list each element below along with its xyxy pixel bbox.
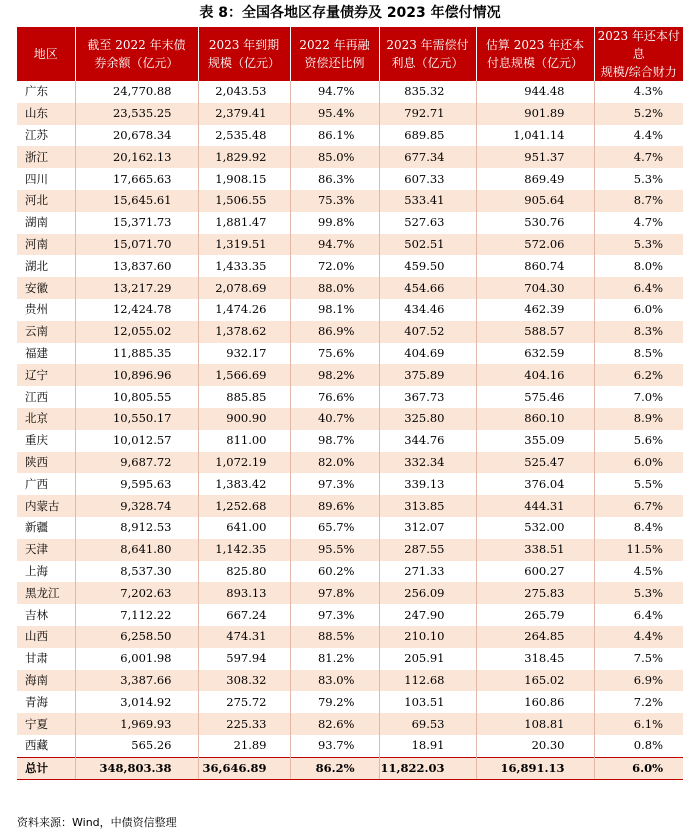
value-cell: 375.89 <box>379 364 476 386</box>
value-cell: 69.53 <box>379 713 476 735</box>
column-header <box>379 27 476 81</box>
value-cell: 607.33 <box>379 168 476 190</box>
value-cell: 1,433.35 <box>198 255 290 277</box>
region-cell: 广西 <box>17 473 75 495</box>
value-cell: 588.57 <box>476 321 594 343</box>
value-cell: 12,055.02 <box>75 321 198 343</box>
value-cell: 10,550.17 <box>75 408 198 430</box>
value-cell: 75.6% <box>290 343 379 365</box>
value-cell: 20,678.34 <box>75 125 198 147</box>
value-cell: 7,112.22 <box>75 604 198 626</box>
region-cell: 云南 <box>17 321 75 343</box>
table-row <box>17 735 683 757</box>
value-cell: 677.34 <box>379 146 476 168</box>
value-cell: 6.7% <box>594 495 683 517</box>
value-cell: 704.30 <box>476 277 594 299</box>
value-cell: 527.63 <box>379 212 476 234</box>
region-cell: 江西 <box>17 386 75 408</box>
value-cell: 944.48 <box>476 81 594 103</box>
value-cell: 1,378.62 <box>198 321 290 343</box>
value-cell: 5.5% <box>594 473 683 495</box>
value-cell: 893.13 <box>198 582 290 604</box>
value-cell: 1,829.92 <box>198 146 290 168</box>
region-cell: 新疆 <box>17 517 75 539</box>
value-cell: 689.85 <box>379 125 476 147</box>
region-cell: 湖南 <box>17 212 75 234</box>
value-cell: 4.5% <box>594 561 683 583</box>
value-cell: 308.32 <box>198 670 290 692</box>
value-cell: 835.32 <box>379 81 476 103</box>
table-row <box>17 125 683 147</box>
table-row <box>17 582 683 604</box>
value-cell: 275.83 <box>476 582 594 604</box>
value-cell: 24,770.88 <box>75 81 198 103</box>
value-cell: 459.50 <box>379 255 476 277</box>
value-cell: 900.90 <box>198 408 290 430</box>
column-header-line: 地区 <box>33 47 58 61</box>
value-cell: 18.91 <box>379 735 476 757</box>
table-row <box>17 713 683 735</box>
table-row <box>17 539 683 561</box>
value-cell: 869.49 <box>476 168 594 190</box>
region-cell: 天津 <box>17 539 75 561</box>
table-row <box>17 103 683 125</box>
value-cell: 332.34 <box>379 452 476 474</box>
value-cell: 20,162.13 <box>75 146 198 168</box>
column-header-line: 规模（亿元） <box>207 56 280 70</box>
region-cell: 吉林 <box>17 604 75 626</box>
value-cell: 98.7% <box>290 430 379 452</box>
value-cell: 265.79 <box>476 604 594 626</box>
value-cell: 8,912.53 <box>75 517 198 539</box>
total-value: 86.2% <box>290 757 379 779</box>
value-cell: 76.6% <box>290 386 379 408</box>
region-cell: 四川 <box>17 168 75 190</box>
value-cell: 65.7% <box>290 517 379 539</box>
value-cell: 13,837.60 <box>75 255 198 277</box>
value-cell: 572.06 <box>476 234 594 256</box>
value-cell: 86.1% <box>290 125 379 147</box>
value-cell: 10,896.96 <box>75 364 198 386</box>
column-header-line: 2022 年再融 <box>299 38 370 52</box>
value-cell: 6.2% <box>594 364 683 386</box>
value-cell: 532.00 <box>476 517 594 539</box>
value-cell: 339.13 <box>379 473 476 495</box>
value-cell: 376.04 <box>476 473 594 495</box>
value-cell: 1,383.42 <box>198 473 290 495</box>
value-cell: 13,217.29 <box>75 277 198 299</box>
value-cell: 5.2% <box>594 103 683 125</box>
value-cell: 271.33 <box>379 561 476 583</box>
value-cell: 17,665.63 <box>75 168 198 190</box>
value-cell: 8,537.30 <box>75 561 198 583</box>
value-cell: 82.0% <box>290 452 379 474</box>
region-cell: 重庆 <box>17 430 75 452</box>
value-cell: 94.7% <box>290 81 379 103</box>
value-cell: 860.74 <box>476 255 594 277</box>
value-cell: 8.5% <box>594 343 683 365</box>
value-cell: 98.2% <box>290 364 379 386</box>
value-cell: 98.1% <box>290 299 379 321</box>
value-cell: 530.76 <box>476 212 594 234</box>
value-cell: 7.0% <box>594 386 683 408</box>
value-cell: 160.86 <box>476 691 594 713</box>
table-total-row <box>17 757 683 779</box>
value-cell: 108.81 <box>476 713 594 735</box>
value-cell: 3,014.92 <box>75 691 198 713</box>
value-cell: 15,071.70 <box>75 234 198 256</box>
table-row <box>17 648 683 670</box>
value-cell: 103.51 <box>379 691 476 713</box>
value-cell: 9,595.63 <box>75 473 198 495</box>
region-cell: 山东 <box>17 103 75 125</box>
value-cell: 40.7% <box>290 408 379 430</box>
region-cell: 黑龙江 <box>17 582 75 604</box>
value-cell: 1,041.14 <box>476 125 594 147</box>
value-cell: 1,566.69 <box>198 364 290 386</box>
value-cell: 8.9% <box>594 408 683 430</box>
debt-table <box>17 27 683 780</box>
value-cell: 0.8% <box>594 735 683 757</box>
region-cell: 贵州 <box>17 299 75 321</box>
value-cell: 4.7% <box>594 212 683 234</box>
region-cell: 陕西 <box>17 452 75 474</box>
value-cell: 10,012.57 <box>75 430 198 452</box>
value-cell: 462.39 <box>476 299 594 321</box>
region-cell: 辽宁 <box>17 364 75 386</box>
table-row <box>17 517 683 539</box>
region-cell: 河北 <box>17 190 75 212</box>
value-cell: 21.89 <box>198 735 290 757</box>
column-header <box>17 27 75 81</box>
column-header-line: 截至 2022 年末债 <box>87 38 186 52</box>
value-cell: 825.80 <box>198 561 290 583</box>
value-cell: 565.26 <box>75 735 198 757</box>
table-row <box>17 190 683 212</box>
value-cell: 9,687.72 <box>75 452 198 474</box>
column-header-line: 付息规模（亿元） <box>486 56 583 70</box>
value-cell: 1,474.26 <box>198 299 290 321</box>
region-cell: 甘肃 <box>17 648 75 670</box>
value-cell: 444.31 <box>476 495 594 517</box>
source-note: 资料来源：Wind，中债资信整理 <box>17 816 177 829</box>
value-cell: 97.8% <box>290 582 379 604</box>
value-cell: 404.16 <box>476 364 594 386</box>
value-cell: 5.3% <box>594 234 683 256</box>
value-cell: 12,424.78 <box>75 299 198 321</box>
total-label: 总计 <box>17 757 75 779</box>
table-row <box>17 626 683 648</box>
value-cell: 79.2% <box>290 691 379 713</box>
value-cell: 83.0% <box>290 670 379 692</box>
region-cell: 福建 <box>17 343 75 365</box>
value-cell: 20.30 <box>476 735 594 757</box>
table-row <box>17 408 683 430</box>
value-cell: 205.91 <box>379 648 476 670</box>
value-cell: 1,072.19 <box>198 452 290 474</box>
column-header-line: 2023 年到期 <box>208 38 280 52</box>
value-cell: 11.5% <box>594 539 683 561</box>
table-row <box>17 321 683 343</box>
value-cell: 8.3% <box>594 321 683 343</box>
value-cell: 1,881.47 <box>198 212 290 234</box>
value-cell: 905.64 <box>476 190 594 212</box>
region-cell: 湖北 <box>17 255 75 277</box>
value-cell: 2,535.48 <box>198 125 290 147</box>
column-header-line: 规模/综合财力 <box>600 65 677 79</box>
value-cell: 367.73 <box>379 386 476 408</box>
value-cell: 932.17 <box>198 343 290 365</box>
value-cell: 11,885.35 <box>75 343 198 365</box>
value-cell: 7.5% <box>594 648 683 670</box>
value-cell: 404.69 <box>379 343 476 365</box>
value-cell: 1,506.55 <box>198 190 290 212</box>
value-cell: 1,319.51 <box>198 234 290 256</box>
value-cell: 256.09 <box>379 582 476 604</box>
table-header-row <box>17 27 683 81</box>
value-cell: 97.3% <box>290 473 379 495</box>
region-cell: 河南 <box>17 234 75 256</box>
value-cell: 225.33 <box>198 713 290 735</box>
column-header-line: 券余额（亿元） <box>94 56 179 70</box>
value-cell: 344.76 <box>379 430 476 452</box>
value-cell: 641.00 <box>198 517 290 539</box>
value-cell: 338.51 <box>476 539 594 561</box>
value-cell: 325.80 <box>379 408 476 430</box>
value-cell: 1,142.35 <box>198 539 290 561</box>
value-cell: 3,387.66 <box>75 670 198 692</box>
total-value: 11,822.03 <box>379 757 476 779</box>
value-cell: 81.2% <box>290 648 379 670</box>
region-cell: 山西 <box>17 626 75 648</box>
total-value: 6.0% <box>594 757 683 779</box>
value-cell: 313.85 <box>379 495 476 517</box>
column-header-line: 2023 年需偿付 <box>386 38 469 52</box>
table-title: 表 8：全国各地区存量债券及 2023 年偿付情况 <box>199 5 501 21</box>
table-row <box>17 234 683 256</box>
value-cell: 4.4% <box>594 626 683 648</box>
value-cell: 6,001.98 <box>75 648 198 670</box>
value-cell: 264.85 <box>476 626 594 648</box>
table-row <box>17 146 683 168</box>
table-body <box>17 81 683 757</box>
value-cell: 1,908.15 <box>198 168 290 190</box>
value-cell: 15,645.61 <box>75 190 198 212</box>
region-cell: 广东 <box>17 81 75 103</box>
value-cell: 5.3% <box>594 168 683 190</box>
value-cell: 533.41 <box>379 190 476 212</box>
table-row <box>17 691 683 713</box>
region-cell: 安徽 <box>17 277 75 299</box>
table-row <box>17 81 683 103</box>
table-row <box>17 495 683 517</box>
value-cell: 951.37 <box>476 146 594 168</box>
value-cell: 8.0% <box>594 255 683 277</box>
value-cell: 99.8% <box>290 212 379 234</box>
value-cell: 312.07 <box>379 517 476 539</box>
column-header <box>198 27 290 81</box>
value-cell: 6.1% <box>594 713 683 735</box>
table-row <box>17 561 683 583</box>
column-header-line: 估算 2023 年还本 <box>485 38 585 52</box>
table-row <box>17 299 683 321</box>
value-cell: 4.4% <box>594 125 683 147</box>
column-header <box>476 27 594 81</box>
value-cell: 4.7% <box>594 146 683 168</box>
column-header <box>594 27 683 81</box>
value-cell: 82.6% <box>290 713 379 735</box>
table-row <box>17 430 683 452</box>
value-cell: 434.46 <box>379 299 476 321</box>
value-cell: 88.5% <box>290 626 379 648</box>
value-cell: 667.24 <box>198 604 290 626</box>
value-cell: 89.6% <box>290 495 379 517</box>
value-cell: 454.66 <box>379 277 476 299</box>
value-cell: 95.4% <box>290 103 379 125</box>
value-cell: 6.0% <box>594 452 683 474</box>
region-cell: 上海 <box>17 561 75 583</box>
value-cell: 6,258.50 <box>75 626 198 648</box>
table-row <box>17 604 683 626</box>
value-cell: 8.4% <box>594 517 683 539</box>
value-cell: 247.90 <box>379 604 476 626</box>
value-cell: 575.46 <box>476 386 594 408</box>
value-cell: 6.4% <box>594 277 683 299</box>
value-cell: 474.31 <box>198 626 290 648</box>
value-cell: 5.3% <box>594 582 683 604</box>
value-cell: 792.71 <box>379 103 476 125</box>
value-cell: 86.9% <box>290 321 379 343</box>
value-cell: 6.4% <box>594 604 683 626</box>
value-cell: 597.94 <box>198 648 290 670</box>
region-cell: 宁夏 <box>17 713 75 735</box>
value-cell: 86.3% <box>290 168 379 190</box>
value-cell: 112.68 <box>379 670 476 692</box>
value-cell: 2,078.69 <box>198 277 290 299</box>
table-row <box>17 277 683 299</box>
value-cell: 2,043.53 <box>198 81 290 103</box>
column-header <box>75 27 198 81</box>
table-row <box>17 473 683 495</box>
value-cell: 502.51 <box>379 234 476 256</box>
value-cell: 287.55 <box>379 539 476 561</box>
value-cell: 1,252.68 <box>198 495 290 517</box>
value-cell: 97.3% <box>290 604 379 626</box>
value-cell: 901.89 <box>476 103 594 125</box>
total-value: 348,803.38 <box>75 757 198 779</box>
value-cell: 9,328.74 <box>75 495 198 517</box>
value-cell: 811.00 <box>198 430 290 452</box>
value-cell: 7,202.63 <box>75 582 198 604</box>
table-row <box>17 364 683 386</box>
value-cell: 15,371.73 <box>75 212 198 234</box>
value-cell: 632.59 <box>476 343 594 365</box>
value-cell: 10,805.55 <box>75 386 198 408</box>
value-cell: 885.85 <box>198 386 290 408</box>
value-cell: 72.0% <box>290 255 379 277</box>
value-cell: 6.0% <box>594 299 683 321</box>
value-cell: 860.10 <box>476 408 594 430</box>
value-cell: 407.52 <box>379 321 476 343</box>
value-cell: 93.7% <box>290 735 379 757</box>
value-cell: 1,969.93 <box>75 713 198 735</box>
value-cell: 5.6% <box>594 430 683 452</box>
region-cell: 浙江 <box>17 146 75 168</box>
region-cell: 北京 <box>17 408 75 430</box>
total-value: 36,646.89 <box>198 757 290 779</box>
table-row <box>17 670 683 692</box>
table-row <box>17 452 683 474</box>
region-cell: 青海 <box>17 691 75 713</box>
value-cell: 6.9% <box>594 670 683 692</box>
value-cell: 7.2% <box>594 691 683 713</box>
column-header <box>290 27 379 81</box>
region-cell: 西藏 <box>17 735 75 757</box>
value-cell: 600.27 <box>476 561 594 583</box>
value-cell: 355.09 <box>476 430 594 452</box>
table-row <box>17 212 683 234</box>
value-cell: 2,379.41 <box>198 103 290 125</box>
value-cell: 8.7% <box>594 190 683 212</box>
table-row <box>17 255 683 277</box>
value-cell: 4.3% <box>594 81 683 103</box>
value-cell: 8,641.80 <box>75 539 198 561</box>
value-cell: 275.72 <box>198 691 290 713</box>
table-row <box>17 168 683 190</box>
value-cell: 60.2% <box>290 561 379 583</box>
region-cell: 内蒙古 <box>17 495 75 517</box>
value-cell: 75.3% <box>290 190 379 212</box>
value-cell: 318.45 <box>476 648 594 670</box>
value-cell: 165.02 <box>476 670 594 692</box>
value-cell: 94.7% <box>290 234 379 256</box>
total-value: 16,891.13 <box>476 757 594 779</box>
value-cell: 95.5% <box>290 539 379 561</box>
column-header-line: 2023 年还本付息 <box>597 29 680 61</box>
region-cell: 江苏 <box>17 125 75 147</box>
value-cell: 23,535.25 <box>75 103 198 125</box>
column-header-line: 资偿还比例 <box>304 56 365 70</box>
value-cell: 88.0% <box>290 277 379 299</box>
value-cell: 525.47 <box>476 452 594 474</box>
table-row <box>17 343 683 365</box>
region-cell: 海南 <box>17 670 75 692</box>
value-cell: 85.0% <box>290 146 379 168</box>
value-cell: 210.10 <box>379 626 476 648</box>
table-row <box>17 386 683 408</box>
column-header-line: 利息（亿元） <box>391 56 464 70</box>
